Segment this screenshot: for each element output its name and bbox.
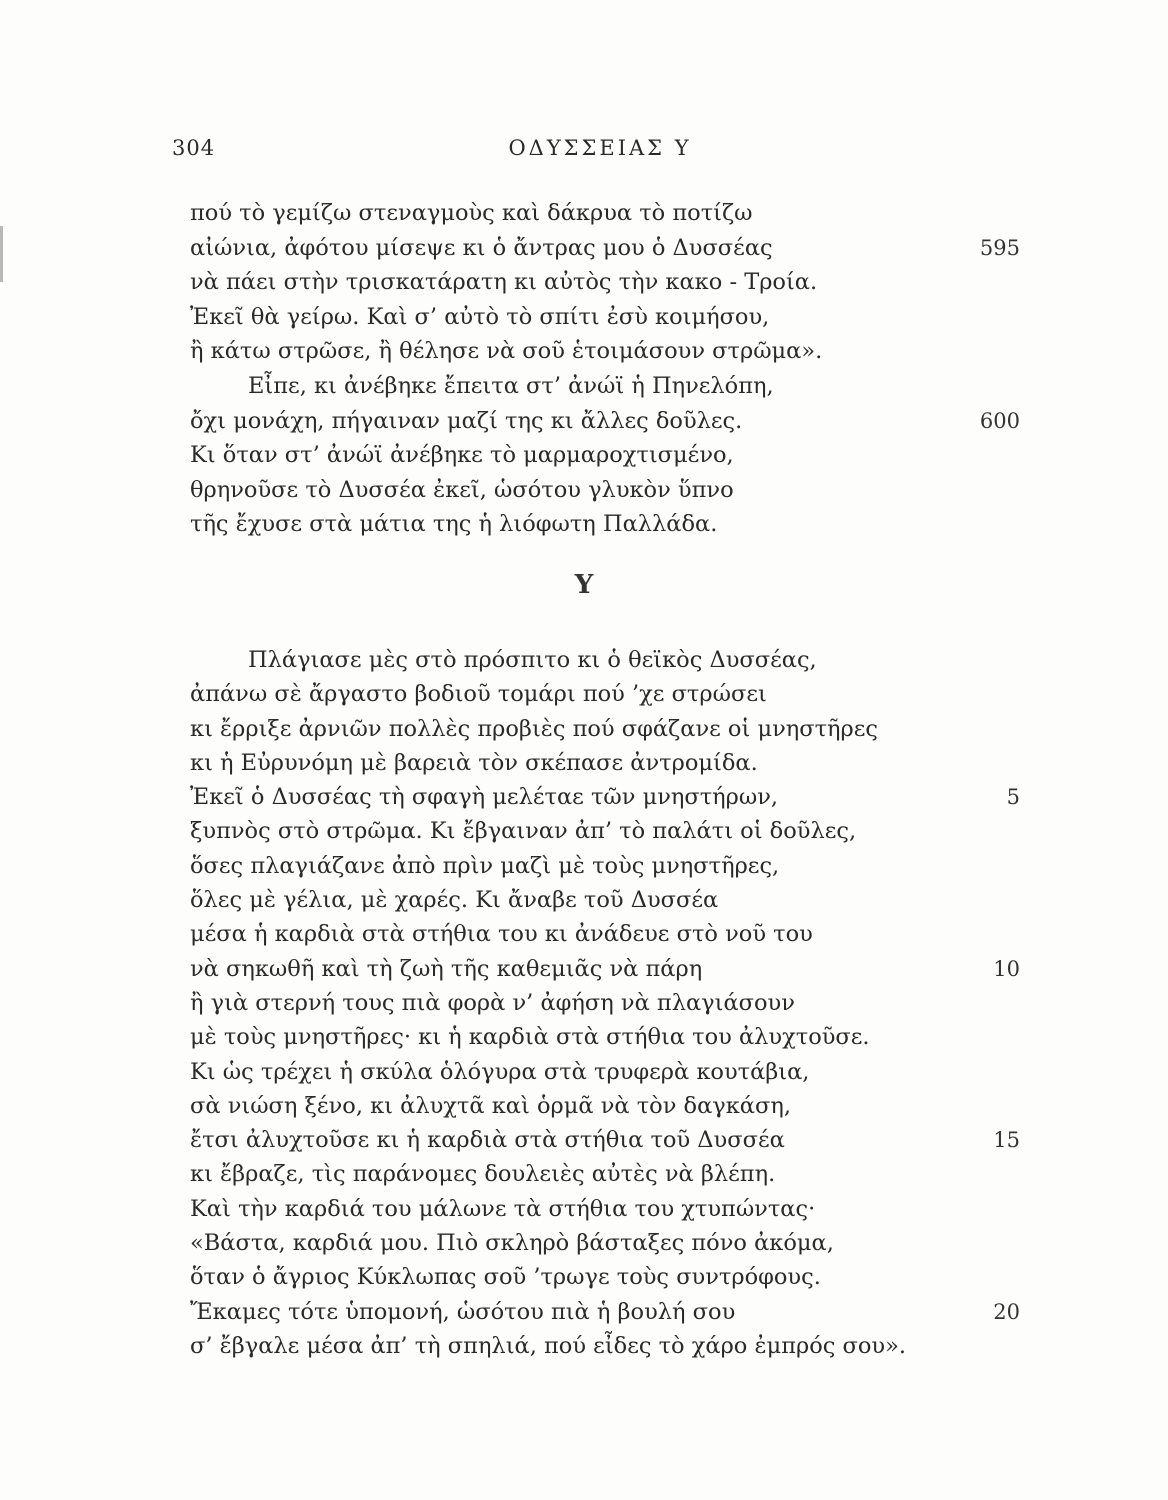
verse-text: αἰώνια, ἀφότου μίσεψε κι ὁ ἄντρας μου ὁ Δυσσέας (190, 234, 773, 261)
verse-line (190, 883, 1020, 917)
page-edge-mark (0, 226, 3, 282)
verse-text: πού τὸ γεμίζω στεναγμοὺς καὶ δάκρυα τὸ ποτίζω (190, 200, 753, 226)
verse-text: κι ἡ Εὐρυνόμη μὲ βαρειὰ τὸν σκέπασε ἀντρομίδα. (190, 749, 758, 776)
verse-text: ὅλες μὲ γέλια, μὲ χαρές. Κι ἄναβε τοῦ Δυσσέα (190, 887, 719, 914)
book-heading: Υ (574, 570, 594, 600)
verse-line (190, 334, 1020, 369)
verse-line (190, 1089, 1020, 1123)
verse-text: Κι ὡς τρέχει ἡ σκύλα ὁλόγυρα στὰ τρυφερὰ κουτάβια, (190, 1058, 810, 1085)
verse-text: σὰ νιώση ξένο, κι ἀλυχτᾶ καὶ ὁρμᾶ νὰ τὸν δαγκάση, (190, 1092, 791, 1119)
verse-block-end-of-book (190, 196, 1020, 542)
line-number: 20 (993, 1299, 1020, 1324)
verse-line (190, 265, 1020, 300)
verse-text: μέσα ἡ καρδιὰ στὰ στήθια του κι ἀνάδευε στὸ νοῦ του (190, 921, 813, 948)
verse-text: Ἔκαμες τότε ὑπομονή, ὡσότου πιὰ ἡ βουλή σου (190, 1298, 736, 1325)
verse-line (190, 1295, 1020, 1329)
verse-text: ὅσες πλαγιάζανε ἀπὸ πρὶν μαζὶ μὲ τοὺς μνηστῆρες, (190, 852, 780, 879)
verse-text: Εἶπε, κι ἀνέβηκε ἔπειτα στ’ ἀνώϊ ἡ Πηνελόπη, (248, 372, 774, 399)
verse-line (190, 712, 1020, 746)
verse-text: ἢ γιὰ στερνή τους πιὰ φορὰ ν’ ἀφήση νὰ πλαγιάσουν (190, 989, 795, 1016)
verse-line (190, 849, 1020, 883)
verse-line (190, 1055, 1020, 1089)
verse-line (190, 300, 1020, 335)
verse-text: κι ἔρριξε ἀρνιῶν πολλὲς προβιὲς πού σφάζανε οἱ μνηστῆρες (190, 715, 879, 742)
verse-line (190, 473, 1020, 508)
verse-text: κι ἔβραζε, τὶς παράνομες δουλειὲς αὐτὲς νὰ βλέπη. (190, 1161, 776, 1188)
book-title: ΟΔΥΣΣΕΙΑΣ Υ (508, 136, 692, 160)
verse-text: νὰ σηκωθῆ καὶ τὴ ζωὴ τῆς καθεμιᾶς νὰ πάρη (190, 955, 703, 982)
line-number: 15 (993, 1128, 1020, 1153)
verse-line (190, 917, 1020, 951)
line-number: 600 (979, 408, 1020, 433)
verse-block-book-opening (190, 643, 1020, 1363)
verse-line (190, 507, 1020, 542)
verse-text: Καὶ τὴν καρδιά του μάλωνε τὰ στήθια του χτυπώντας· (190, 1195, 816, 1222)
verse-line (190, 438, 1020, 473)
verse-text: Πλάγιασε μὲς στὸ πρόσπιτο κι ὁ θεϊκὸς Δυσσέας, (248, 647, 817, 673)
verse-text: νὰ πάει στὴν τρισκατάρατη κι αὐτὸς τὴν κακο - Τροία. (190, 269, 818, 296)
verse-text: Ἐκεῖ θὰ γείρω. Καὶ σ’ αὐτὸ τὸ σπίτι ἐσὺ κοιμήσου, (190, 303, 770, 330)
verse-text: τῆς ἔχυσε στὰ μάτια της ἡ λιόφωτη Παλλάδα. (190, 511, 718, 538)
verse-text: θρηνοῦσε τὸ Δυσσέα ἐκεῖ, ὡσότου γλυκὸν ὕπνο (190, 476, 734, 503)
verse-line (190, 1260, 1020, 1294)
verse-text: ὄχι μονάχη, πήγαιναν μαζί της κι ἄλλες δοῦλες. (190, 407, 743, 434)
line-number: 10 (993, 956, 1020, 981)
verse-line (190, 986, 1020, 1020)
verse-text: σ’ ἔβγαλε μέσα ἀπ’ τὴ σπηλιά, πού εἶδες τὸ χάρο ἐμπρός σου». (190, 1332, 907, 1359)
verse-line (190, 196, 1020, 231)
page-number: 304 (172, 136, 216, 160)
verse-line (190, 1123, 1020, 1157)
verse-text: ἔτσι ἀλυχτοῦσε κι ἡ καρδιὰ στὰ στήθια τοῦ Δυσσέα (190, 1127, 785, 1154)
verse-line (190, 677, 1020, 711)
verse-text: ξυπνὸς στὸ στρῶμα. Κι ἔβγαιναν ἀπ’ τὸ παλάτι οἱ δοῦλες, (190, 818, 857, 845)
verse-line (190, 746, 1020, 780)
verse-text: ἀπάνω σὲ ἄργαστο βοδιοῦ τομάρι πού ’χε στρώσει (190, 681, 767, 708)
verse-line (190, 814, 1020, 848)
verse-text: Ἐκεῖ ὁ Δυσσέας τὴ σφαγὴ μελέταε τῶν μνηστήρων, (190, 784, 779, 811)
verse-line (190, 1020, 1020, 1054)
verse-line (190, 1329, 1020, 1363)
verse-line (190, 1192, 1020, 1226)
verse-text: ἢ κάτω στρῶσε, ἢ θέλησε νὰ σοῦ ἑτοιμάσουν στρῶμα». (190, 338, 823, 365)
line-number: 595 (979, 235, 1020, 260)
verse-text: «Βάστα, καρδιά μου. Πιὸ σκληρὸ βάσταξες πόνο ἀκόμα, (190, 1230, 834, 1257)
verse-text: Κι ὅταν στ’ ἀνώϊ ἀνέβηκε τὸ μαρμαροχτισμένο, (190, 442, 734, 469)
verse-line (190, 1226, 1020, 1260)
verse-line (190, 780, 1020, 814)
verse-line (190, 404, 1020, 439)
running-head (170, 136, 1030, 166)
verse-line (190, 369, 1020, 404)
verse-text: μὲ τοὺς μνηστῆρες· κι ἡ καρδιὰ στὰ στήθια του ἀλυχτοῦσε. (190, 1024, 870, 1051)
verse-line (190, 643, 1020, 677)
verse-line (190, 231, 1020, 266)
line-number: 5 (1006, 785, 1020, 810)
verse-line (190, 1157, 1020, 1191)
verse-text: ὅταν ὁ ἄγριος Κύκλωπας σοῦ ’τρωγε τοὺς συντρόφους. (190, 1264, 821, 1291)
verse-line (190, 952, 1020, 986)
